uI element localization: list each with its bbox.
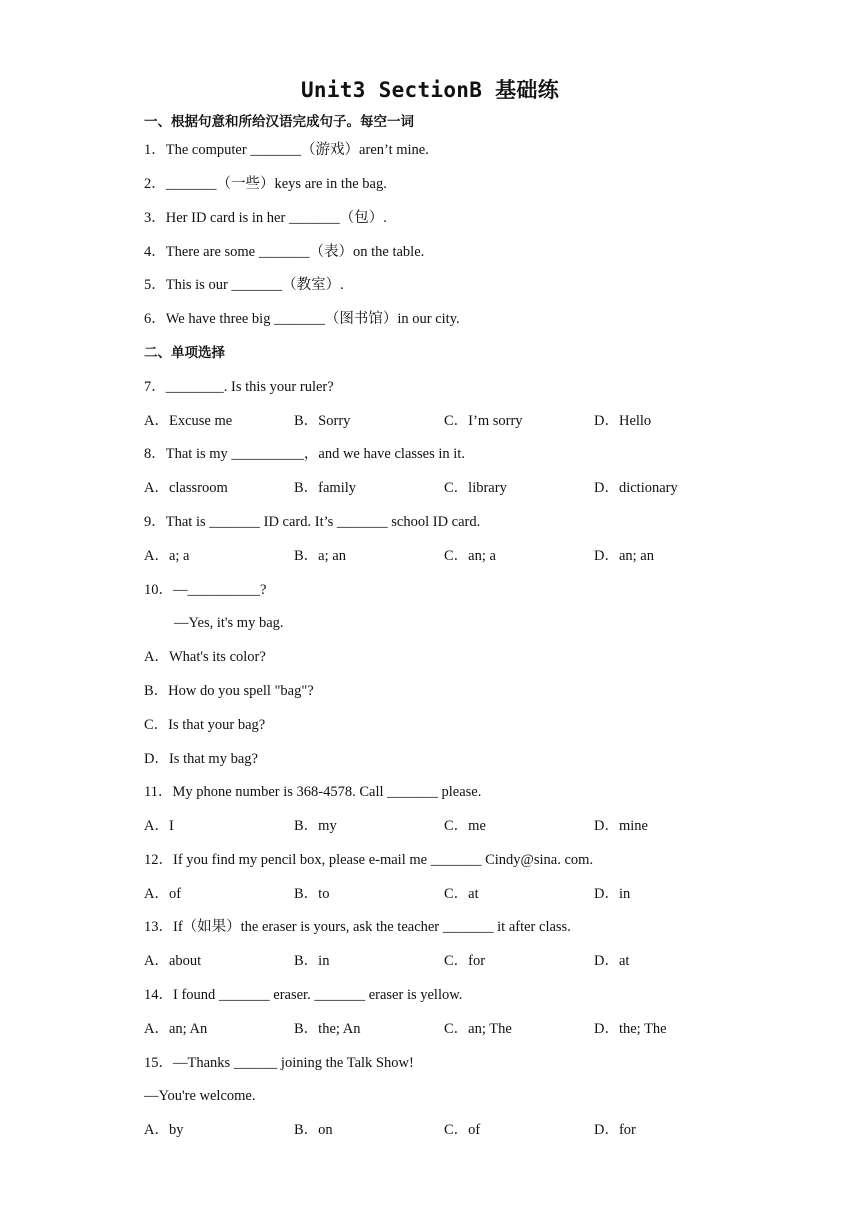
question-10-stem: 10．—__________? bbox=[144, 582, 267, 598]
fill-item-3: 3．Her ID card is in her _______（包）. bbox=[144, 210, 387, 226]
q9-option-c: C．an; a bbox=[444, 548, 496, 564]
q7-option-c: C．I’m sorry bbox=[444, 413, 523, 429]
q13-option-c: C．for bbox=[444, 953, 486, 969]
q14-option-b: B．the; An bbox=[294, 1021, 361, 1037]
q9-option-a: A．a; a bbox=[144, 548, 190, 564]
q8-option-c: C．library bbox=[444, 480, 507, 496]
question-8-stem: 8．That is my __________，and we have classes in it. bbox=[144, 446, 465, 462]
q10-option-c: C．Is that your bag? bbox=[144, 717, 266, 733]
q15-option-a: A．by bbox=[144, 1122, 184, 1138]
section1-heading: 一、根据句意和所给汉语完成句子。每空一词 bbox=[144, 114, 414, 130]
q10-option-a: A．What's its color? bbox=[144, 649, 266, 665]
q13-option-d: D．at bbox=[594, 953, 630, 969]
q7-option-a: A．Excuse me bbox=[144, 413, 233, 429]
q7-option-b: B．Sorry bbox=[294, 413, 351, 429]
q11-option-a: A．I bbox=[144, 818, 174, 834]
q15-option-c: C．of bbox=[444, 1122, 481, 1138]
q7-option-d: D．Hello bbox=[594, 413, 652, 429]
q13-option-b: B．in bbox=[294, 953, 330, 969]
fill-item-5: 5．This is our _______（教室）. bbox=[144, 277, 344, 293]
question-13-stem: 13．If（如果）the eraser is yours, ask the teacher _______ it after class. bbox=[144, 919, 571, 935]
question-15-stem: 15．—Thanks ______ joining the Talk Show! bbox=[144, 1055, 414, 1071]
q15-option-d: D．for bbox=[594, 1122, 636, 1138]
q9-option-b: B．a; an bbox=[294, 548, 346, 564]
q8-option-d: D．dictionary bbox=[594, 480, 678, 496]
question-10-reply: —Yes, it's my bag. bbox=[174, 615, 284, 631]
q14-option-d: D．the; The bbox=[594, 1021, 667, 1037]
q10-option-d: D．Is that my bag? bbox=[144, 751, 258, 767]
q11-option-b: B．my bbox=[294, 818, 337, 834]
question-9-stem: 9．That is _______ ID card. It’s _______ school ID card. bbox=[144, 514, 481, 530]
q12-option-a: A．of bbox=[144, 886, 182, 902]
question-14-stem: 14．I found _______ eraser. _______ eraser is yellow. bbox=[144, 987, 463, 1003]
question-12-stem: 12．If you find my pencil box, please e-mail me _______ Cindy@sina. com. bbox=[144, 852, 594, 868]
q14-option-a: A．an; An bbox=[144, 1021, 208, 1037]
q12-option-d: D．in bbox=[594, 886, 631, 902]
section2-heading: 二、单项选择 bbox=[144, 345, 225, 361]
fill-item-2: 2．_______（一些）keys are in the bag. bbox=[144, 176, 387, 192]
page-title: Unit3 SectionB 基础练 bbox=[300, 78, 560, 102]
q12-option-b: B．to bbox=[294, 886, 330, 902]
q12-option-c: C．at bbox=[444, 886, 479, 902]
question-7-stem: 7．________. Is this your ruler? bbox=[144, 379, 334, 395]
fill-item-6: 6．We have three big _______（图书馆）in our city. bbox=[144, 311, 460, 327]
q8-option-b: B．family bbox=[294, 480, 357, 496]
q11-option-d: D．mine bbox=[594, 818, 648, 834]
question-15-reply: —You're welcome. bbox=[144, 1088, 256, 1104]
q11-option-c: C．me bbox=[444, 818, 486, 834]
q13-option-a: A．about bbox=[144, 953, 202, 969]
q9-option-d: D．an; an bbox=[594, 548, 654, 564]
question-11-stem: 11．My phone number is 368-4578. Call _______ please. bbox=[144, 784, 482, 800]
fill-item-4: 4．There are some _______（表）on the table. bbox=[144, 244, 425, 260]
q8-option-a: A．classroom bbox=[144, 480, 228, 496]
q14-option-c: C．an; The bbox=[444, 1021, 512, 1037]
fill-item-1: 1．The computer _______（游戏）aren’t mine. bbox=[144, 142, 429, 158]
q15-option-b: B．on bbox=[294, 1122, 333, 1138]
q10-option-b: B．How do you spell "bag"? bbox=[144, 683, 314, 699]
